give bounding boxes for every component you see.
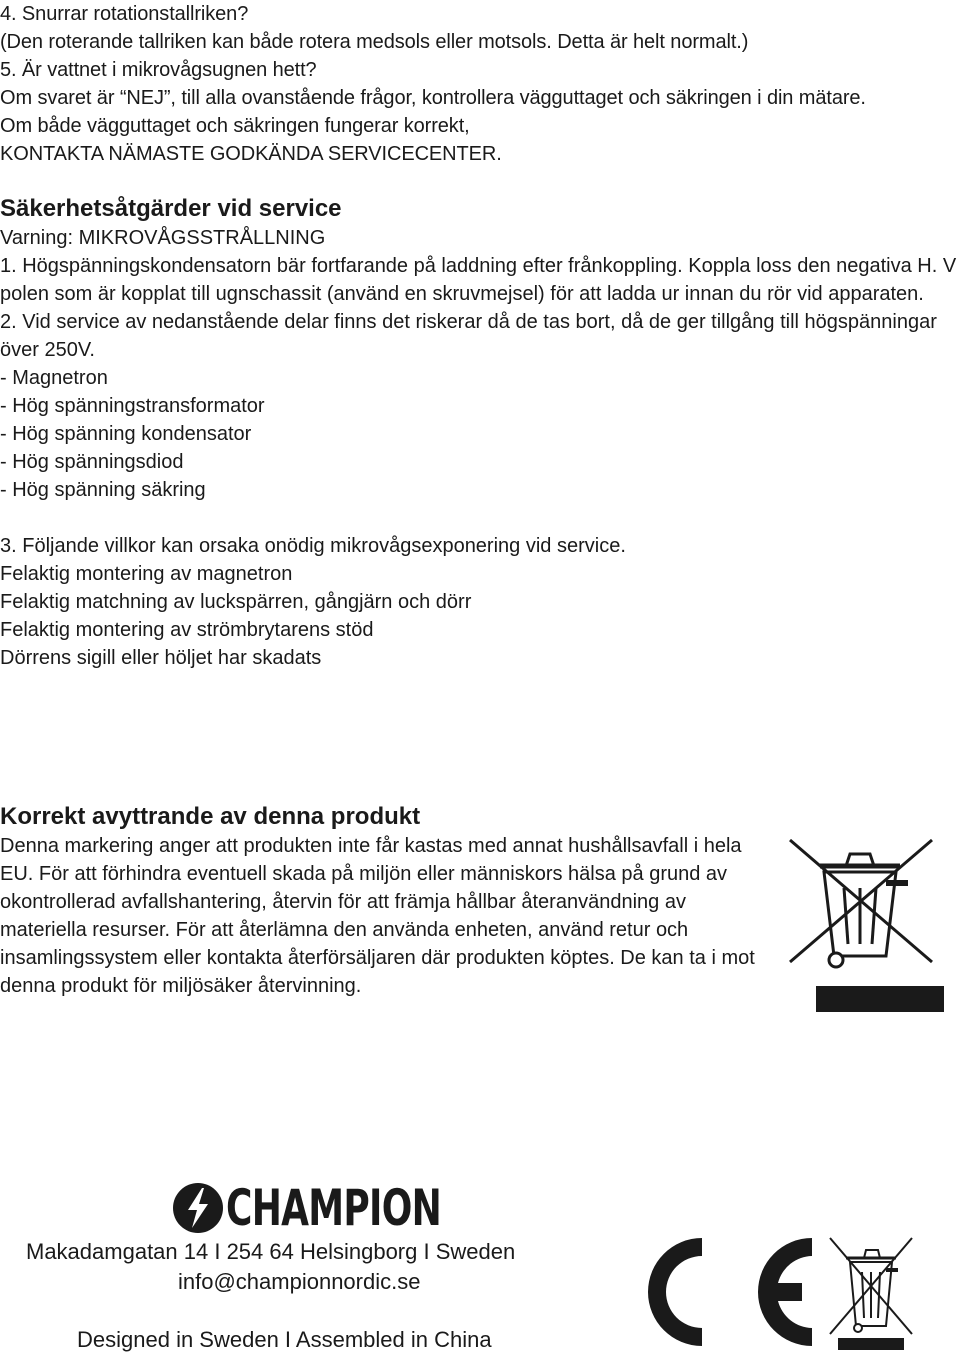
safety-warning: Varning: MIKROVÅGSSTRÅLLNING xyxy=(0,227,326,249)
origin-statement: Designed in Sweden I Assembled in China xyxy=(77,1327,492,1352)
brand-name: CHAMPION xyxy=(226,1179,441,1237)
parts-list-item: - Hög spänningstransformator xyxy=(0,395,265,417)
weee-crossed-bin-icon xyxy=(824,1232,918,1352)
troubleshooting-line: 5. Är vattnet i mikrovågsugnen hett? xyxy=(0,59,317,81)
ce-mark-icon xyxy=(636,1234,816,1350)
conditions-list-item: Felaktig matchning av luckspärren, gångjärn och dörr xyxy=(0,591,472,613)
company-email: info@championnordic.se xyxy=(178,1269,421,1294)
spacer xyxy=(0,504,960,532)
disposal-text: Denna markering anger att produkten inte får kastas med annat hushållsavfall i hela EU. För att förhindra eventuell skada på miljön eller människors hälsa på grund av okontrollerad avfallshantering, återvin för att främja hållbar återanvändning av materiella resurser. För att återlämna den använda enheten, använd retur och insamlingssystem eller kontakta återförsäljaren där produkten köptes. De kan ta i mot denna produkt för miljösäker återvinning. xyxy=(0,835,755,997)
disposal-heading: Korrekt avyttrande av denna produkt xyxy=(0,803,421,830)
champion-bolt-logo-icon xyxy=(172,1182,224,1234)
champion-logo xyxy=(172,1179,525,1237)
troubleshooting-section xyxy=(0,0,960,168)
weee-crossed-bin-icon xyxy=(776,832,944,1012)
troubleshooting-line: 4. Snurrar rotationstallriken? xyxy=(0,3,249,25)
safety-item-2: 2. Vid service av nedanstående delar finns det riskerar då de tas bort, då de ger tillgång till högspänningar över 250V. xyxy=(0,311,937,361)
disposal-section xyxy=(0,802,780,1000)
parts-list-item: - Hög spänning säkring xyxy=(0,479,206,501)
conditions-list-item: Dörrens sigill eller höljet har skadats xyxy=(0,647,322,669)
safety-section xyxy=(0,194,960,672)
conditions-list-item: Felaktig montering av strömbrytarens stöd xyxy=(0,619,374,641)
safety-heading: Säkerhetsåtgärder vid service xyxy=(0,195,342,222)
troubleshooting-line: KONTAKTA NÄMASTE GODKÄNDA SERVICECENTER. xyxy=(0,143,502,165)
parts-list-item: - Hög spänning kondensator xyxy=(0,423,252,445)
troubleshooting-line: (Den roterande tallriken kan både rotera medsols eller motsols. Detta är helt normalt.) xyxy=(0,31,749,53)
safety-item-3: 3. Följande villkor kan orsaka onödig mikrovågsexponering vid service. xyxy=(0,535,626,557)
company-address: Makadamgatan 14 I 254 64 Helsingborg I Sweden xyxy=(26,1239,516,1264)
troubleshooting-line: Om svaret är “NEJ”, till alla ovanstående frågor, kontrollera vägguttaget och säkringen i din mätare. xyxy=(0,87,866,109)
conditions-list-item: Felaktig montering av magnetron xyxy=(0,563,293,585)
troubleshooting-line: Om både vägguttaget och säkringen fungerar korrekt, xyxy=(0,115,470,137)
safety-item-1: 1. Högspänningskondensatorn bär fortfarande på laddning efter frånkoppling. Koppla loss den negativa H. V polen som är kopplat till ugnschassit (använd en skruvmejsel) för att ladda ur innan du rör vid apparaten. xyxy=(0,255,957,305)
parts-list-item: - Magnetron xyxy=(0,367,108,389)
parts-list-item: - Hög spänningsdiod xyxy=(0,451,184,473)
